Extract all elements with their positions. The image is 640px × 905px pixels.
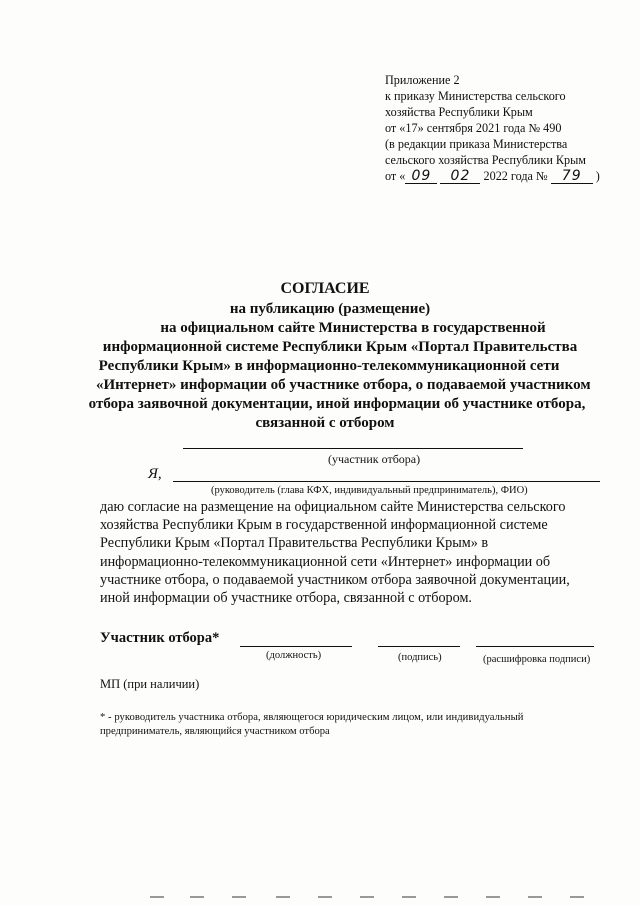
scan-dash: [528, 896, 542, 898]
title-line: на официальном сайте Министерства в государственной: [160, 320, 546, 336]
scan-dash: [402, 896, 416, 898]
appendix-line: хозяйства Республики Крым: [385, 105, 533, 119]
participant-caption: (участник отбора): [328, 452, 421, 466]
appendix-block: [385, 72, 625, 184]
title-line: Республики Крым» в информационно-телекоммуникационной сети: [98, 358, 560, 374]
title-line: «Интернет» информации об участнике отбора, о подаваемой участником: [96, 377, 591, 393]
i-label: Я,: [148, 466, 162, 482]
stamp-note: МП (при наличии): [100, 677, 200, 691]
scan-dash: [318, 896, 332, 898]
scan-dash: [360, 896, 374, 898]
body-line: Республики Крым «Портал Правительства Республики Крым» в: [100, 535, 489, 552]
amendment-suffix: ): [595, 169, 600, 183]
handwritten-day: 09: [405, 170, 437, 184]
appendix-line: (в редакции приказа Министерства: [385, 137, 568, 151]
body-line: информационно-телекоммуникационной сети «Интернет» информации об: [100, 553, 551, 570]
participant-line: [183, 448, 523, 449]
footnote-line: * - руководитель участника отбора, являющегося юридическим лицом, или индивидуальный: [100, 712, 524, 723]
footnote-line: предприниматель, являющийся участником отбора: [100, 726, 330, 737]
head-name-line: [173, 481, 600, 482]
sign-caption: (подпись): [398, 652, 442, 663]
consent-body: [100, 498, 600, 607]
appendix-amendment-line: [385, 168, 625, 184]
amendment-prefix: от «: [385, 169, 406, 183]
decode-caption: (расшифровка подписи): [483, 654, 591, 665]
appendix-line: Приложение 2: [385, 73, 460, 87]
appendix-line: от «17» сентября 2021 года № 490: [385, 121, 562, 135]
scan-dash: [190, 896, 204, 898]
footnote: [100, 711, 600, 739]
scan-dash: [232, 896, 246, 898]
appendix-line: сельского хозяйства Республики Крым: [385, 153, 587, 167]
title-heading: СОГЛАСИЕ: [280, 280, 370, 297]
handwritten-number: 79: [551, 170, 593, 184]
scan-dash: [486, 896, 500, 898]
title-line: на публикацию (размещение): [229, 301, 431, 317]
title-line: связанной с отбором: [255, 415, 395, 431]
scan-dash: [150, 896, 164, 898]
title-line: отбора заявочной документации, иной информации об участнике отбора,: [88, 396, 586, 412]
appendix-line: к приказу Министерства сельского: [385, 89, 566, 103]
decode-line: [476, 646, 594, 647]
signature-label: Участник отбора*: [100, 630, 220, 646]
position-caption: (должность): [266, 650, 322, 661]
head-caption: (руководитель (глава КФХ, индивидуальный предприниматель), ФИО): [211, 485, 528, 496]
title-line: информационной системе Республики Крым «Портал Правительства: [102, 339, 578, 355]
scan-dash: [444, 896, 458, 898]
sign-line: [378, 646, 460, 647]
body-line: хозяйства Республики Крым в государственной информационной системе: [100, 517, 548, 534]
consent-title: [60, 279, 590, 433]
handwritten-month: 02: [440, 170, 480, 184]
scan-dash: [570, 896, 584, 898]
body-line: иной информации об участнике отбора, связанной с отбором.: [100, 590, 472, 607]
position-line: [240, 646, 352, 647]
amendment-mid: 2022 года №: [480, 169, 551, 183]
body-line: даю согласие на размещение на официальном сайте Министерства сельского: [100, 499, 566, 515]
scan-dash: [276, 896, 290, 898]
body-line: участнике отбора, о подаваемой участником отбора заявочной документации,: [100, 571, 570, 588]
